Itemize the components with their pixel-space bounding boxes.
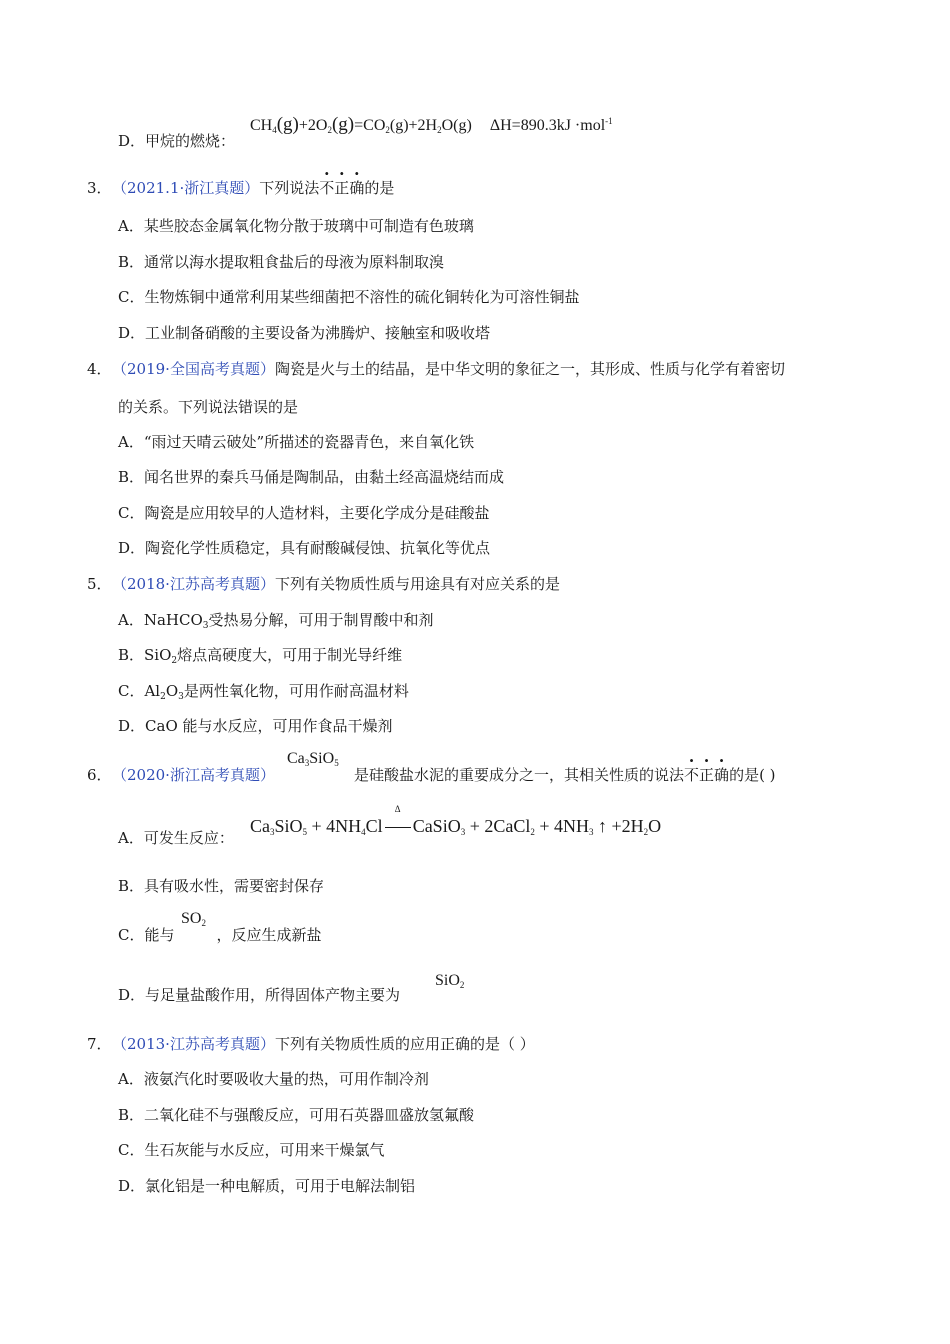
emphasis-dot: 不 — [684, 766, 700, 784]
q4-stem-line1: （2019·全国高考真题）陶瓷是火与土的结晶，是中华文明的象征之一，其形成、性质与化学有着密切 — [112, 360, 785, 378]
q4-stem-line2: 的关系。下列说法错误的是 — [118, 398, 299, 416]
q5-option-a: A．NaHCO$_3$受热易分解，可用于制胃酸中和剂 — [118, 611, 434, 631]
q2-option-d — [118, 131, 235, 151]
q3-stem: （2021.1·浙江真题）下列说法不正确的是 — [112, 179, 395, 197]
q6-source-line — [112, 765, 275, 785]
q5-option-c: C．$Al_2O_3$是两性氧化物，可用作耐高温材料 — [118, 682, 409, 702]
q4-source: （2019·全国高考真题） — [112, 360, 275, 378]
q4-option-a: A．“雨过天晴云破处”所描述的瓷器青色，来自氧化铁 — [118, 433, 475, 451]
emphasis-dot: 正 — [334, 179, 350, 197]
q7-option-b: B．二氧化硅不与强酸反应，可用石英器皿盛放氢氟酸 — [118, 1106, 475, 1124]
q6-compound-formula: $Ca_3SiO_5$ — [287, 750, 339, 768]
q7-option-d: D．氯化铝是一种电解质，可用于电解法制铝 — [118, 1177, 416, 1195]
q5-option-d: D．CaO 能与水反应，可用作食品干燥剂 — [118, 717, 393, 735]
q4-option-d: D．陶瓷化学性质稳定，具有耐酸碱侵蚀、抗氧化等优点 — [118, 539, 491, 557]
q4-option-b: B．闻名世界的秦兵马俑是陶制品，由黏土经高温烧结而成 — [118, 468, 505, 486]
gas-arrow: ↑ — [593, 816, 612, 836]
q7-source: （2013·江苏高考真题） — [112, 1035, 275, 1053]
q6-stem: 是硅酸盐水泥的重要成分之一，其相关性质的说法不正确的是( ) — [354, 766, 776, 784]
q2-option-d-label: D．甲烷的燃烧： — [118, 132, 236, 150]
q6-option-b: B．具有吸水性，需要密封保存 — [118, 877, 325, 895]
q4-option-c: C．陶瓷是应用较早的人造材料，主要化学成分是硅酸盐 — [118, 504, 490, 522]
emphasis-dot: 确 — [714, 766, 730, 784]
q5-source: （2018·江苏高考真题） — [112, 575, 275, 593]
q7-number: 7． — [87, 1035, 112, 1053]
emphasis-dot: 正 — [699, 766, 715, 784]
q2-methane-combustion-equation: $CH_4(g)+2O_2(g)=CO_2(g)+2H_2O(g)$ ΔH=890.3kJ ·mol$^{-1}$ — [250, 114, 613, 135]
delta-symbol: Δ — [394, 804, 401, 814]
q6-option-a-label: A．可发生反应： — [118, 829, 234, 847]
q3-number: 3． — [87, 179, 112, 197]
q6-option-c-so2: $SO_2$ — [181, 910, 206, 928]
q7-option-a: A．液氨汽化时要吸收大量的热，可用作制冷剂 — [118, 1070, 429, 1088]
q6-option-a-equation: $Ca_3SiO_5 + 4NH_4Cl$ Δ CaSiO$_3$ + 2CaCl$_2$ + $4NH_3$ ↑ $+2H_2O$ — [250, 804, 662, 837]
emphasis-dot: 确 — [349, 179, 365, 197]
q3-option-b: B．通常以海水提取粗食盐后的母液为原料制取溴 — [118, 253, 445, 271]
q7-option-c: C．生石灰能与水反应，可用来干燥氯气 — [118, 1141, 385, 1159]
q3-option-d: D．工业制备硝酸的主要设备为沸腾炉、接触室和吸收塔 — [118, 324, 491, 342]
q6-source: （2020·浙江高考真题） — [112, 766, 275, 784]
q6-option-c: C．能与 ，反应生成新盐 — [118, 926, 322, 944]
q6-option-d: D．与足量盐酸作用，所得固体产物主要为 — [118, 986, 401, 1004]
q7-stem: （2013·江苏高考真题）下列有关物质性质的应用正确的是（ ） — [112, 1035, 535, 1053]
q3-option-a: A．某些胶态金属氧化物分散于玻璃中可制造有色玻璃 — [118, 217, 474, 235]
q5-number: 5． — [87, 575, 112, 593]
q3-source: （2021.1·浙江真题） — [112, 179, 260, 197]
q3-option-c: C．生物炼铜中通常利用某些细菌把不溶性的硫化铜转化为可溶性铜盐 — [118, 288, 580, 306]
q4-number: 4． — [87, 360, 112, 378]
q5-option-b: B．SiO$_2$熔点高硬度大，可用于制光导纤维 — [118, 646, 403, 666]
heating-arrow — [385, 804, 411, 837]
q5-stem: （2018·江苏高考真题）下列有关物质性质与用途具有对应关系的是 — [112, 575, 560, 593]
emphasis-dot: 不 — [319, 179, 335, 197]
q6-number: 6． — [87, 766, 112, 784]
q6-option-d-sio2: SiO$_2$ — [435, 972, 465, 990]
